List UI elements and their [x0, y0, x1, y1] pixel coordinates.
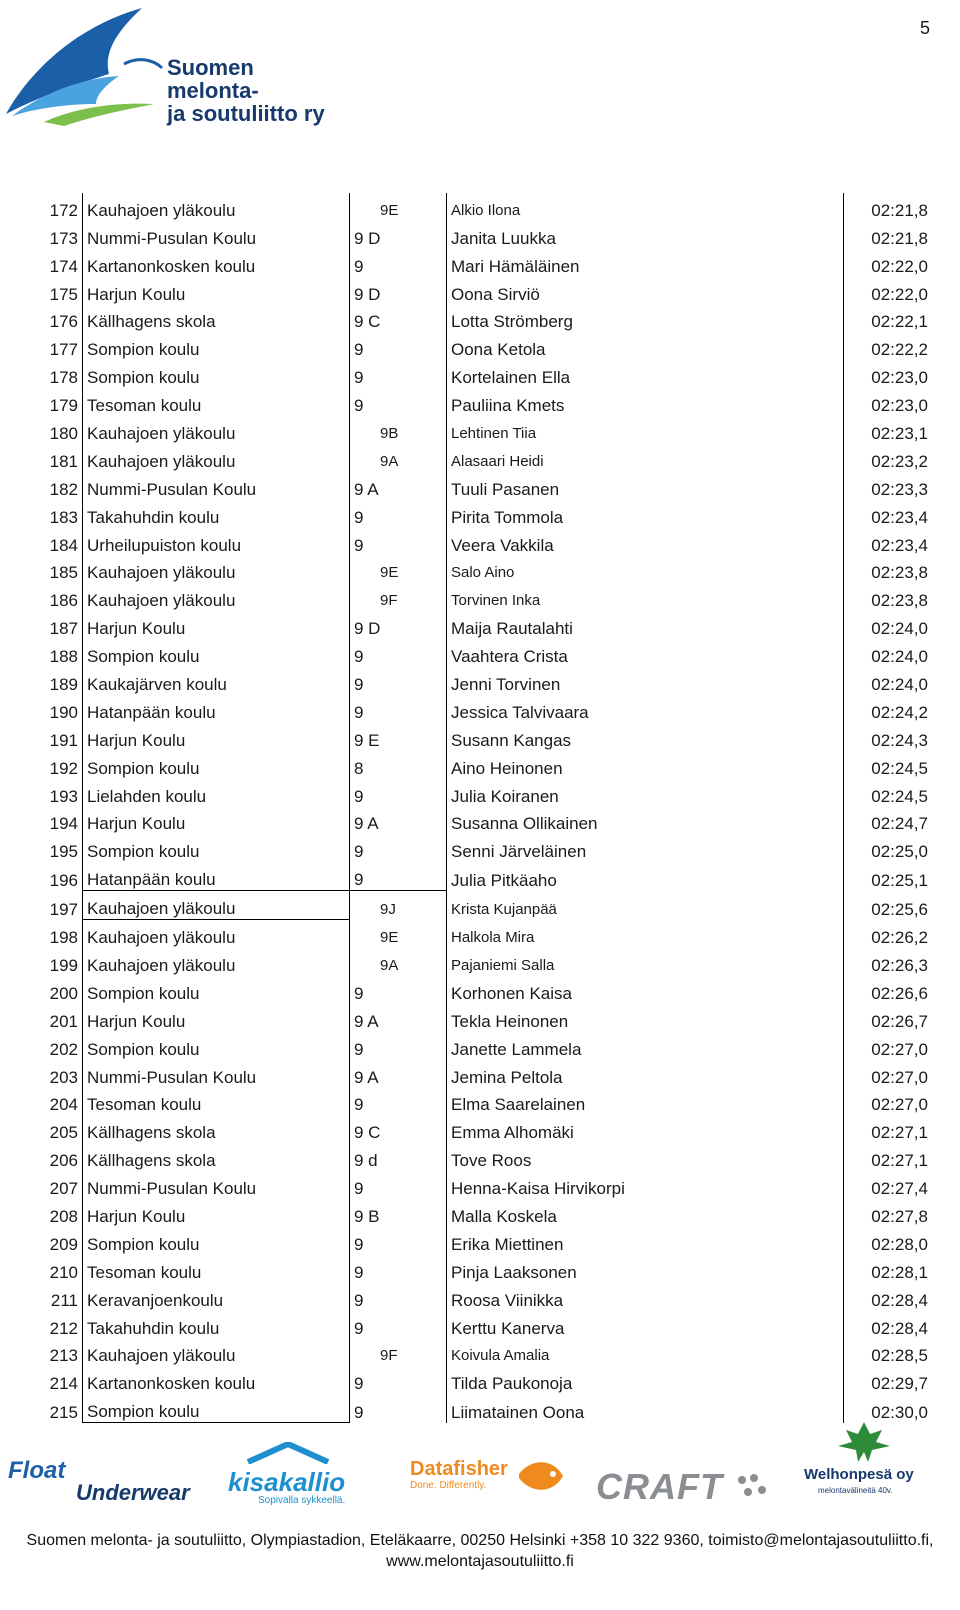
- table-row: [38, 1060, 932, 1088]
- table-row: [38, 1339, 932, 1367]
- school-cell: Källhagens skola: [83, 305, 350, 333]
- name-cell: Alkio Ilona: [447, 193, 844, 221]
- underwear-text: Underwear: [76, 1480, 190, 1505]
- class-cell: 9E: [380, 564, 399, 582]
- school-cell: Kauhajoen yläkoulu: [83, 193, 350, 221]
- school-cell: Sompion koulu: [83, 751, 350, 779]
- rank-cell: 187: [49, 619, 78, 639]
- class-cell: 9J: [350, 891, 447, 920]
- rank-cell: 184: [49, 535, 78, 555]
- name-cell: Salo Aino: [447, 556, 844, 584]
- table-row: [38, 500, 932, 528]
- time-cell: 02:27,8: [871, 1206, 928, 1226]
- class-cell: 9: [354, 1234, 364, 1254]
- class-cell: 9 A: [354, 814, 379, 834]
- school-cell: Kartanonkosken koulu: [83, 1366, 350, 1394]
- name-cell: Pinja Laaksonen: [447, 1255, 844, 1283]
- table-row: [38, 1199, 932, 1227]
- name-cell: Janita Luukka: [447, 221, 844, 249]
- rank-cell: 173: [49, 228, 78, 248]
- time-cell: 02:27,1: [871, 1151, 928, 1171]
- name-cell: Liimatainen Oona: [447, 1394, 844, 1422]
- table-row: [38, 221, 932, 249]
- class-cell: 9 D: [354, 284, 381, 304]
- name-cell: Susann Kangas: [447, 723, 844, 751]
- rank-cell: 199: [49, 955, 78, 975]
- time-cell: 02:24,0: [871, 647, 928, 667]
- rank-cell: 196: [49, 870, 78, 890]
- school-cell: Lielahden koulu: [83, 779, 350, 807]
- table-row: [38, 556, 932, 584]
- table-row: [38, 723, 932, 751]
- name-cell: Veera Vakkila: [447, 528, 844, 556]
- logo-line-1: Suomen: [167, 55, 254, 80]
- class-cell: 9 E: [354, 730, 380, 750]
- school-cell: Hatanpään koulu: [83, 862, 350, 890]
- time-cell: 02:21,8: [871, 228, 928, 248]
- rank-cell: 186: [49, 591, 78, 611]
- school-cell: Kauhajoen yläkoulu: [83, 1339, 350, 1367]
- time-cell: 02:23,0: [871, 396, 928, 416]
- results-table: [38, 193, 932, 1423]
- time-cell: 02:27,1: [871, 1123, 928, 1143]
- table-row: [38, 695, 932, 723]
- school-cell: Tesoman koulu: [83, 1088, 350, 1116]
- class-cell: 9: [354, 842, 364, 862]
- time-cell: 02:28,1: [871, 1262, 928, 1282]
- rank-cell: 191: [49, 730, 78, 750]
- time-cell: 02:26,2: [871, 928, 928, 948]
- rank-cell: 178: [49, 368, 78, 388]
- name-cell: Vaahtera Crista: [447, 639, 844, 667]
- school-cell: Harjun Koulu: [83, 1004, 350, 1032]
- rank-cell: 208: [49, 1206, 78, 1226]
- rank-cell: 214: [49, 1374, 78, 1394]
- rank-cell: 212: [49, 1318, 78, 1338]
- table-row: [38, 834, 932, 862]
- time-cell: 02:29,7: [871, 1374, 928, 1394]
- table-row: [38, 1032, 932, 1060]
- rank-cell: 185: [49, 563, 78, 583]
- page-footer: [0, 1530, 960, 1572]
- page-number: 5: [919, 18, 930, 38]
- school-cell: Takahuhdin koulu: [83, 500, 350, 528]
- rank-cell: 213: [49, 1346, 78, 1366]
- class-cell: 9 B: [354, 1206, 380, 1226]
- rank-cell: 209: [49, 1234, 78, 1254]
- table-row: [38, 1255, 932, 1283]
- float-underwear-logo: [8, 1457, 198, 1505]
- table-row: [38, 388, 932, 416]
- time-cell: 02:23,2: [871, 451, 928, 471]
- class-cell: 9: [354, 1374, 364, 1394]
- maple-leaf-icon: [834, 1420, 894, 1464]
- class-cell: 9 A: [354, 1011, 379, 1031]
- class-cell: 9 D: [354, 228, 381, 248]
- table-row: [38, 444, 932, 472]
- rank-cell: 193: [49, 786, 78, 806]
- welhonpesa-logo: [804, 1420, 934, 1510]
- time-cell: 02:27,0: [871, 1095, 928, 1115]
- school-cell: Sompion koulu: [83, 1032, 350, 1060]
- time-cell: 02:23,8: [871, 591, 928, 611]
- school-cell: Nummi-Pusulan Koulu: [83, 1060, 350, 1088]
- table-row: [38, 779, 932, 807]
- class-cell: 9: [354, 1318, 364, 1338]
- rank-cell: 179: [49, 396, 78, 416]
- table-row: [38, 948, 932, 976]
- name-cell: Janette Lammela: [447, 1032, 844, 1060]
- name-cell: Lehtinen Tiia: [447, 416, 844, 444]
- rank-cell: 183: [49, 507, 78, 527]
- table-row: [38, 667, 932, 695]
- school-cell: Nummi-Pusulan Koulu: [83, 472, 350, 500]
- name-cell: Lotta Strömberg: [447, 305, 844, 333]
- school-cell: Takahuhdin koulu: [83, 1311, 350, 1339]
- school-cell: Sompion koulu: [83, 976, 350, 1004]
- rank-cell: 197: [49, 899, 78, 919]
- time-cell: 02:22,0: [871, 284, 928, 304]
- school-cell: Nummi-Pusulan Koulu: [83, 221, 350, 249]
- table-row: [38, 1227, 932, 1255]
- school-cell: Hatanpään koulu: [83, 695, 350, 723]
- table-row: [38, 472, 932, 500]
- time-cell: 02:24,7: [871, 814, 928, 834]
- time-cell: 02:26,6: [871, 983, 928, 1003]
- rank-cell: 203: [49, 1067, 78, 1087]
- table-row: [38, 528, 932, 556]
- class-cell: 9: [354, 340, 364, 360]
- class-cell: 9: [354, 1039, 364, 1059]
- class-cell: 9 D: [354, 619, 381, 639]
- rank-cell: 192: [49, 758, 78, 778]
- time-cell: 02:30,0: [871, 1402, 928, 1422]
- school-cell: Källhagens skola: [83, 1115, 350, 1143]
- class-cell: 9A: [380, 452, 399, 470]
- time-cell: 02:27,0: [871, 1039, 928, 1059]
- school-cell: Sompion koulu: [83, 360, 350, 388]
- rank-cell: 172: [49, 200, 78, 220]
- rank-cell: 201: [49, 1011, 78, 1031]
- name-cell: Senni Järveläinen: [447, 834, 844, 862]
- table-row: [38, 1366, 932, 1394]
- school-cell: Nummi-Pusulan Koulu: [83, 1171, 350, 1199]
- name-cell: Pauliina Kmets: [447, 388, 844, 416]
- school-cell: Harjun Koulu: [83, 723, 350, 751]
- rank-cell: 200: [49, 983, 78, 1003]
- class-cell: 9: [354, 507, 364, 527]
- table-row: [38, 416, 932, 444]
- class-cell: 9A: [380, 956, 399, 974]
- kisakallio-text: kisakallio: [228, 1467, 346, 1497]
- table-row: [38, 1171, 932, 1199]
- school-cell: Kauhajoen yläkoulu: [83, 920, 350, 948]
- float-text: Float: [8, 1457, 66, 1484]
- class-cell: 9: [354, 702, 364, 722]
- school-cell: Kauhajoen yläkoulu: [83, 891, 350, 920]
- sponsor-logos: [0, 1420, 960, 1515]
- logo-line-2: melonta-: [167, 78, 259, 103]
- welhonpesa-text: Welhonpesä oy: [804, 1466, 914, 1483]
- time-cell: 02:28,5: [871, 1346, 928, 1366]
- federation-logo: [4, 4, 324, 129]
- rank-cell: 206: [49, 1151, 78, 1171]
- school-cell: Kauhajoen yläkoulu: [83, 948, 350, 976]
- time-cell: 02:22,1: [871, 312, 928, 332]
- footer-website: www.melontajasoutuliitto.fi: [386, 1553, 574, 1570]
- name-cell: Koivula Amalia: [447, 1339, 844, 1367]
- time-cell: 02:23,1: [871, 424, 928, 444]
- time-cell: 02:25,0: [871, 842, 928, 862]
- craft-logo: [596, 1466, 786, 1506]
- rank-cell: 181: [49, 451, 78, 471]
- table-row: [38, 277, 932, 305]
- time-cell: 02:28,4: [871, 1290, 928, 1310]
- time-cell: 02:24,0: [871, 675, 928, 695]
- class-cell: 9: [354, 1179, 364, 1199]
- table-row: [38, 1143, 932, 1171]
- table-row: [38, 807, 932, 835]
- datafisher-logo: [410, 1458, 570, 1513]
- school-cell: Keravanjoenkoulu: [83, 1283, 350, 1311]
- time-cell: 02:24,0: [871, 619, 928, 639]
- logo-line-3: ja soutuliitto ry: [167, 101, 325, 126]
- school-cell: Sompion koulu: [83, 332, 350, 360]
- name-cell: Kerttu Kanerva: [447, 1311, 844, 1339]
- time-cell: 02:26,7: [871, 1011, 928, 1031]
- school-cell: Urheilupuiston koulu: [83, 528, 350, 556]
- class-cell: 9: [354, 256, 364, 276]
- name-cell: Oona Ketola: [447, 332, 844, 360]
- name-cell: Korhonen Kaisa: [447, 976, 844, 1004]
- name-cell: Julia Pitkäaho: [447, 862, 844, 890]
- time-cell: 02:21,8: [871, 200, 928, 220]
- table-row: [38, 1311, 932, 1339]
- table-row: [38, 920, 932, 948]
- table-row: [38, 1004, 932, 1032]
- table-row: [38, 305, 932, 333]
- craft-dots-icon: [736, 1472, 772, 1502]
- class-cell: 9E: [380, 929, 399, 947]
- table-row: [38, 891, 932, 920]
- name-cell: Krista Kujanpää: [447, 891, 844, 920]
- time-cell: 02:22,2: [871, 340, 928, 360]
- table-row: [38, 583, 932, 611]
- name-cell: Halkola Mira: [447, 920, 844, 948]
- time-cell: 02:23,8: [871, 563, 928, 583]
- datafisher-tagline: Done. Differently.: [410, 1480, 487, 1491]
- school-cell: Kauhajoen yläkoulu: [83, 444, 350, 472]
- name-cell: Torvinen Inka: [447, 583, 844, 611]
- name-cell: Jessica Talvivaara: [447, 695, 844, 723]
- time-cell: 02:23,3: [871, 479, 928, 499]
- rank-cell: 202: [49, 1039, 78, 1059]
- rank-cell: 189: [49, 675, 78, 695]
- class-cell: 9 d: [354, 1151, 378, 1171]
- class-cell: 9F: [380, 1347, 398, 1365]
- rank-cell: 190: [49, 702, 78, 722]
- time-cell: 02:24,2: [871, 702, 928, 722]
- name-cell: Tove Roos: [447, 1143, 844, 1171]
- class-cell: 9: [354, 983, 364, 1003]
- school-cell: Sompion koulu: [83, 1227, 350, 1255]
- rank-cell: 188: [49, 647, 78, 667]
- name-cell: Roosa Viinikka: [447, 1283, 844, 1311]
- name-cell: Henna-Kaisa Hirvikorpi: [447, 1171, 844, 1199]
- rank-cell: 211: [50, 1290, 78, 1310]
- school-cell: Harjun Koulu: [83, 807, 350, 835]
- school-cell: Sompion koulu: [83, 639, 350, 667]
- datafisher-text: Datafisher: [410, 1458, 508, 1480]
- time-cell: 02:24,5: [871, 786, 928, 806]
- class-cell: 9: [354, 870, 364, 890]
- table-row: [38, 611, 932, 639]
- time-cell: 02:27,4: [871, 1179, 928, 1199]
- table-row: [38, 193, 932, 221]
- school-cell: Harjun Koulu: [83, 611, 350, 639]
- time-cell: 02:26,3: [871, 955, 928, 975]
- time-cell: 02:23,4: [871, 507, 928, 527]
- class-cell: 9 C: [354, 1123, 381, 1143]
- name-cell: Aino Heinonen: [447, 751, 844, 779]
- table-row: [38, 976, 932, 1004]
- fish-icon: [515, 1454, 567, 1502]
- table-row: [38, 1394, 932, 1422]
- name-cell: Julia Koiranen: [447, 779, 844, 807]
- class-cell: 9: [354, 396, 364, 416]
- school-cell: Kaukajärven koulu: [83, 667, 350, 695]
- school-cell: Kauhajoen yläkoulu: [83, 583, 350, 611]
- class-cell: 9: [354, 1095, 364, 1115]
- time-cell: 02:25,6: [871, 899, 928, 919]
- time-cell: 02:24,3: [871, 730, 928, 750]
- table-row: [38, 1115, 932, 1143]
- name-cell: Tuuli Pasanen: [447, 472, 844, 500]
- name-cell: Elma Saarelainen: [447, 1088, 844, 1116]
- rank-cell: 195: [49, 842, 78, 862]
- name-cell: Jemina Peltola: [447, 1060, 844, 1088]
- name-cell: Mari Hämäläinen: [447, 249, 844, 277]
- paddle-wave-logo-icon: [4, 4, 174, 129]
- rank-cell: 204: [49, 1095, 78, 1115]
- class-cell: 9: [354, 1290, 364, 1310]
- class-cell: 9F: [380, 592, 398, 610]
- rank-cell: 215: [49, 1402, 78, 1422]
- class-cell: 8: [354, 758, 364, 778]
- rank-cell: 180: [49, 424, 78, 444]
- class-cell: 9: [354, 786, 364, 806]
- table-row: [38, 751, 932, 779]
- class-cell: 9 A: [354, 479, 379, 499]
- rank-cell: 205: [49, 1123, 78, 1143]
- rank-cell: 174: [49, 256, 78, 276]
- name-cell: Pajaniemi Salla: [447, 948, 844, 976]
- rank-cell: 210: [49, 1262, 78, 1282]
- time-cell: 02:24,5: [871, 758, 928, 778]
- name-cell: Kortelainen Ella: [447, 360, 844, 388]
- class-cell: 9E: [380, 201, 399, 219]
- rank-cell: 207: [49, 1179, 78, 1199]
- name-cell: Erika Miettinen: [447, 1227, 844, 1255]
- logo-text: [167, 56, 325, 125]
- class-cell: 9: [354, 368, 364, 388]
- table-row: [38, 360, 932, 388]
- kisakallio-tagline: Sopivalla sykkeellä.: [258, 1495, 346, 1506]
- name-cell: Tilda Paukonoja: [447, 1366, 844, 1394]
- name-cell: Maija Rautalahti: [447, 611, 844, 639]
- name-cell: Alasaari Heidi: [447, 444, 844, 472]
- class-cell: 9 C: [354, 312, 381, 332]
- rank-cell: 175: [49, 284, 78, 304]
- name-cell: Malla Koskela: [447, 1199, 844, 1227]
- table-row: [38, 332, 932, 360]
- time-cell: 02:22,0: [871, 256, 928, 276]
- table-row: [38, 1088, 932, 1116]
- time-cell: 02:28,4: [871, 1318, 928, 1338]
- time-cell: 02:28,0: [871, 1234, 928, 1254]
- school-cell: Kauhajoen yläkoulu: [83, 556, 350, 584]
- school-cell: Kartanonkosken koulu: [83, 249, 350, 277]
- time-cell: 02:23,0: [871, 368, 928, 388]
- name-cell: Tekla Heinonen: [447, 1004, 844, 1032]
- kisakallio-wave-icon: [228, 1442, 348, 1464]
- school-cell: Harjun Koulu: [83, 1199, 350, 1227]
- school-cell: Sompion koulu: [83, 834, 350, 862]
- time-cell: 02:27,0: [871, 1067, 928, 1087]
- name-cell: Susanna Ollikainen: [447, 807, 844, 835]
- table-row: [38, 639, 932, 667]
- name-cell: Jenni Torvinen: [447, 667, 844, 695]
- school-cell: Källhagens skola: [83, 1143, 350, 1171]
- footer-address: Suomen melonta- ja soutuliitto, Olympiastadion, Eteläkaarre, 00250 Helsinki +358 10 322 9360, toimisto@melontajasoutuliitto.fi,: [26, 1532, 934, 1549]
- rank-cell: 182: [49, 479, 78, 499]
- name-cell: Emma Alhomäki: [447, 1115, 844, 1143]
- school-cell: Tesoman koulu: [83, 388, 350, 416]
- time-cell: 02:25,1: [871, 870, 928, 890]
- school-cell: Sompion koulu: [83, 1394, 350, 1422]
- table-row: [38, 1283, 932, 1311]
- rank-cell: 194: [49, 814, 78, 834]
- craft-text: CRAFT: [596, 1466, 723, 1507]
- class-cell: 9: [354, 675, 364, 695]
- school-cell: Harjun Koulu: [83, 277, 350, 305]
- class-cell: 9: [354, 1262, 364, 1282]
- class-cell: 9: [354, 647, 364, 667]
- class-cell: 9B: [380, 425, 399, 443]
- class-cell: 9: [354, 535, 364, 555]
- class-cell: 9: [354, 1402, 364, 1422]
- welhonpesa-tagline: melontavälineitä 40v.: [818, 1486, 893, 1495]
- school-cell: Tesoman koulu: [83, 1255, 350, 1283]
- class-cell: 9 A: [354, 1067, 379, 1087]
- name-cell: Oona Sirviö: [447, 277, 844, 305]
- kisakallio-logo: [228, 1442, 368, 1512]
- rank-cell: 176: [49, 312, 78, 332]
- school-cell: Kauhajoen yläkoulu: [83, 416, 350, 444]
- table-row: [38, 862, 932, 890]
- table-row: [38, 249, 932, 277]
- rank-cell: 198: [49, 928, 78, 948]
- name-cell: Pirita Tommola: [447, 500, 844, 528]
- rank-cell: 177: [49, 340, 78, 360]
- time-cell: 02:23,4: [871, 535, 928, 555]
